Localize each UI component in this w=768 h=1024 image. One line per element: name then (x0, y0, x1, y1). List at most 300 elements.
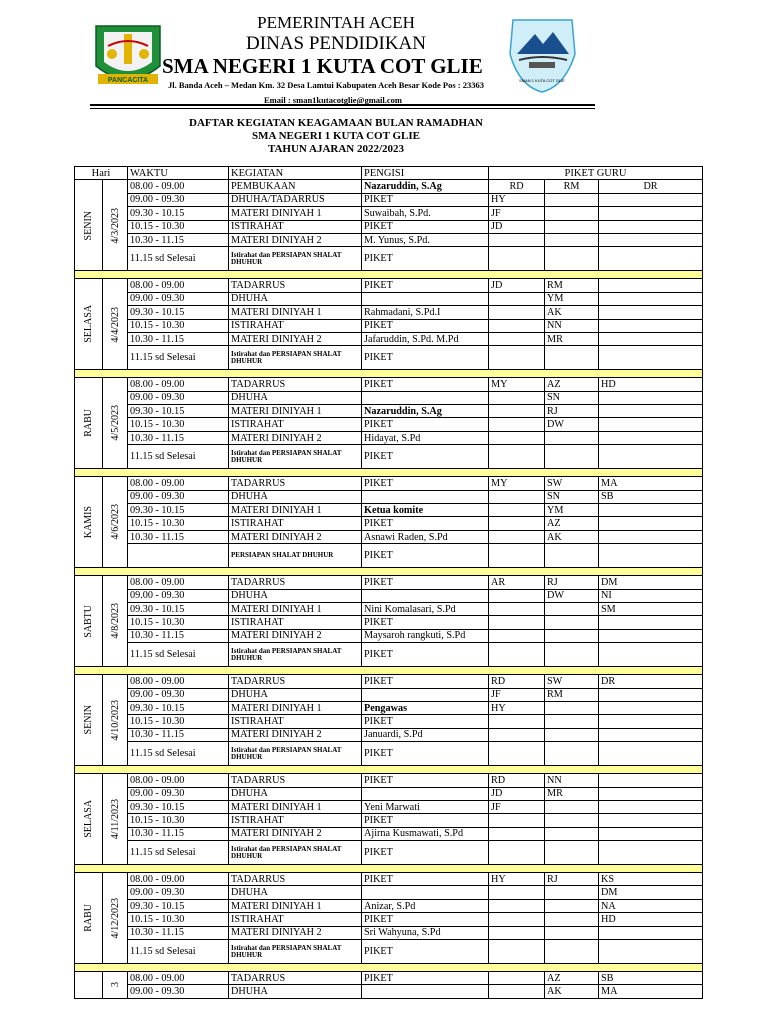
kegiatan-cell: ISTIRAHAT (229, 418, 362, 431)
piket-cell (545, 886, 599, 899)
piket-cell (545, 899, 599, 912)
piket-cell (599, 701, 703, 714)
piket-cell (489, 431, 545, 444)
pengisi-cell: PIKET (362, 193, 489, 206)
waktu-cell: 08.00 - 09.00 (128, 477, 229, 490)
piket-cell (545, 431, 599, 444)
table-row (75, 306, 703, 319)
table-row (75, 418, 703, 431)
piket-cell (489, 418, 545, 431)
kegiatan-cell (229, 643, 362, 667)
waktu-cell: 08.00 - 09.00 (128, 279, 229, 292)
piket-cell: YM (545, 292, 599, 305)
col-header-waktu: WAKTU (128, 167, 229, 180)
waktu-cell: 10.15 - 10.30 (128, 319, 229, 332)
kegiatan-cell: MATERI DINIYAH 2 (229, 530, 362, 543)
piket-cell (489, 332, 545, 345)
piket-cell: KS (599, 873, 703, 886)
piket-cell (545, 800, 599, 813)
piket-cell (545, 926, 599, 939)
piket-cell (489, 899, 545, 912)
piket-cell (545, 207, 599, 220)
piket-cell: MA (599, 985, 703, 998)
table-row (75, 940, 703, 964)
table-row (75, 391, 703, 404)
piket-cell: SB (599, 490, 703, 503)
schedule-body (75, 180, 703, 998)
piket-cell (599, 688, 703, 701)
piket-cell (599, 319, 703, 332)
table-row (75, 445, 703, 469)
piket-cell (545, 247, 599, 271)
table-row (75, 576, 703, 589)
piket-cell (489, 972, 545, 985)
waktu-cell (128, 544, 229, 568)
table-row (75, 544, 703, 568)
piket-cell (599, 279, 703, 292)
pengisi-cell: PIKET (362, 378, 489, 391)
piket-cell (599, 207, 703, 220)
piket-cell (489, 319, 545, 332)
piket-cell (599, 346, 703, 370)
pengisi-cell: Yeni Marwati (362, 800, 489, 813)
piket-cell (599, 940, 703, 964)
piket-cell (489, 504, 545, 517)
piket-cell: RJ (545, 405, 599, 418)
kegiatan-cell: DHUHA (229, 688, 362, 701)
kegiatan-cell: DHUHA/TADARRUS (229, 193, 362, 206)
waktu-cell: 10.15 - 10.30 (128, 715, 229, 728)
day-date: 3 (109, 982, 121, 988)
piket-cell (545, 220, 599, 233)
pengisi-cell: PIKET (362, 774, 489, 787)
waktu-cell: 11.15 sd Selesai (128, 940, 229, 964)
piket-cell: AK (545, 985, 599, 998)
table-row (75, 841, 703, 865)
pengisi-cell: PIKET (362, 418, 489, 431)
kegiatan-cell: MATERI DINIYAH 2 (229, 431, 362, 444)
date-cell (103, 873, 128, 964)
document-subtitle-year: TAHUN AJARAN 2022/2023 (267, 143, 405, 155)
day-separator (75, 370, 703, 378)
piket-cell (599, 728, 703, 741)
piket-cell (545, 629, 599, 642)
table-row (75, 899, 703, 912)
piket-cell (599, 926, 703, 939)
piket-cell (489, 985, 545, 998)
pengisi-cell: Ketua komite (362, 504, 489, 517)
col-header-kegiatan: KEGIATAN (229, 167, 362, 180)
table-row (75, 292, 703, 305)
table-row (75, 688, 703, 701)
waktu-cell: 10.30 - 11.15 (128, 827, 229, 840)
piket-cell (599, 841, 703, 865)
day-cell (75, 180, 103, 271)
pengisi-cell: PIKET (362, 913, 489, 926)
kegiatan-cell: DHUHA (229, 589, 362, 602)
waktu-cell: 09.30 - 10.15 (128, 306, 229, 319)
table-row (75, 715, 703, 728)
day-date: 4/5/2023 (109, 405, 121, 442)
piket-cell: MA (599, 477, 703, 490)
day-date: 4/6/2023 (109, 504, 121, 540)
pengisi-cell: Sri Wahyuna, S.Pd (362, 926, 489, 939)
document-subtitle-school: SMA NEGERI 1 KUTA COT GLIE (252, 130, 420, 142)
piket-cell: SW (545, 675, 599, 688)
waktu-cell: 11.15 sd Selesai (128, 643, 229, 667)
waktu-cell: 11.15 sd Selesai (128, 247, 229, 271)
pengisi-cell: PIKET (362, 477, 489, 490)
waktu-cell: 09.00 - 09.30 (128, 193, 229, 206)
kegiatan-text: Istirahat dan PERSIAPAN SHALAT DHUHUR (231, 844, 342, 860)
pengisi-cell: Ajirna Kusmawati, S.Pd (362, 827, 489, 840)
piket-cell: SN (545, 490, 599, 503)
day-name: SENIN (83, 705, 94, 735)
waktu-cell: 11.15 sd Selesai (128, 346, 229, 370)
piket-cell (545, 193, 599, 206)
piket-cell (489, 629, 545, 642)
kegiatan-cell (229, 940, 362, 964)
table-row (75, 616, 703, 629)
waktu-cell: 11.15 sd Selesai (128, 445, 229, 469)
pengisi-cell: PIKET (362, 279, 489, 292)
piket-cell: HD (599, 913, 703, 926)
waktu-cell: 10.30 - 11.15 (128, 629, 229, 642)
pengisi-cell (362, 886, 489, 899)
piket-cell (599, 391, 703, 404)
piket-cell (489, 643, 545, 667)
piket-code-header-rm: RM (545, 180, 599, 193)
pengisi-cell: PIKET (362, 220, 489, 233)
table-row (75, 332, 703, 345)
table-row (75, 985, 703, 998)
separator-cell (75, 271, 703, 279)
piket-cell (545, 602, 599, 615)
piket-cell (489, 292, 545, 305)
kegiatan-cell: MATERI DINIYAH 2 (229, 233, 362, 246)
piket-code-header-rd: RD (489, 180, 545, 193)
day-name: KAMIS (83, 506, 94, 539)
kegiatan-cell: TADARRUS (229, 279, 362, 292)
kegiatan-cell: MATERI DINIYAH 2 (229, 332, 362, 345)
waktu-cell: 08.00 - 09.00 (128, 180, 229, 193)
day-name: SELASA (83, 305, 94, 344)
table-row (75, 589, 703, 602)
table-row (75, 193, 703, 206)
piket-cell: RM (545, 279, 599, 292)
pengisi-cell: PIKET (362, 675, 489, 688)
waktu-cell: 11.15 sd Selesai (128, 742, 229, 766)
kegiatan-text: Istirahat dan PERSIAPAN SHALAT DHUHUR (231, 448, 342, 464)
piket-cell: AZ (545, 972, 599, 985)
piket-cell (599, 742, 703, 766)
table-row (75, 827, 703, 840)
piket-cell: NI (599, 589, 703, 602)
separator-cell (75, 568, 703, 576)
piket-cell (489, 517, 545, 530)
kegiatan-cell: MATERI DINIYAH 2 (229, 629, 362, 642)
piket-cell (599, 431, 703, 444)
pengisi-cell: PIKET (362, 247, 489, 271)
piket-cell: MR (545, 787, 599, 800)
pengisi-cell: M. Yunus, S.Pd. (362, 233, 489, 246)
piket-cell: AZ (545, 378, 599, 391)
waktu-cell: 09.00 - 09.30 (128, 589, 229, 602)
piket-cell: MR (545, 332, 599, 345)
kegiatan-cell: TADARRUS (229, 774, 362, 787)
pengisi-cell (362, 589, 489, 602)
pengisi-cell: PIKET (362, 319, 489, 332)
piket-cell: AZ (545, 517, 599, 530)
kegiatan-cell (229, 742, 362, 766)
kegiatan-cell: DHUHA (229, 391, 362, 404)
col-header-piket: PIKET GURU (489, 167, 703, 180)
kegiatan-text: Istirahat dan PERSIAPAN SHALAT DHUHUR (231, 349, 342, 365)
piket-cell: MY (489, 378, 545, 391)
separator-cell (75, 469, 703, 477)
day-date: 4/4/2023 (109, 306, 121, 343)
piket-cell (545, 233, 599, 246)
piket-cell: HY (489, 701, 545, 714)
pengisi-cell: PIKET (362, 544, 489, 568)
piket-cell: MY (489, 477, 545, 490)
kegiatan-cell (229, 445, 362, 469)
kegiatan-cell: MATERI DINIYAH 1 (229, 800, 362, 813)
kegiatan-cell: MATERI DINIYAH 1 (229, 602, 362, 615)
table-row (75, 800, 703, 813)
kegiatan-cell: ISTIRAHAT (229, 220, 362, 233)
piket-cell (489, 306, 545, 319)
waktu-cell: 08.00 - 09.00 (128, 873, 229, 886)
day-name: SELASA (83, 800, 94, 838)
piket-cell (599, 715, 703, 728)
piket-cell (545, 346, 599, 370)
table-row (75, 220, 703, 233)
piket-cell (545, 814, 599, 827)
emblem-label: PANCACITA (107, 77, 149, 84)
table-row (75, 774, 703, 787)
piket-cell (489, 728, 545, 741)
date-cell (103, 774, 128, 865)
piket-cell (545, 701, 599, 714)
waktu-cell: 09.30 - 10.15 (128, 602, 229, 615)
pengisi-cell: PIKET (362, 814, 489, 827)
piket-cell (545, 940, 599, 964)
piket-cell: JF (489, 800, 545, 813)
kegiatan-cell (229, 841, 362, 865)
waktu-cell: 09.00 - 09.30 (128, 688, 229, 701)
waktu-cell: 10.15 - 10.30 (128, 418, 229, 431)
piket-cell: YM (545, 504, 599, 517)
kegiatan-cell: ISTIRAHAT (229, 913, 362, 926)
waktu-cell: 08.00 - 09.00 (128, 972, 229, 985)
waktu-cell: 09.00 - 09.30 (128, 985, 229, 998)
kegiatan-cell: DHUHA (229, 886, 362, 899)
day-cell (75, 972, 103, 999)
piket-cell: HY (489, 193, 545, 206)
piket-cell (599, 247, 703, 271)
pengisi-cell: Nini Komalasari, S.Pd (362, 602, 489, 615)
kegiatan-cell (229, 247, 362, 271)
piket-cell: DW (545, 418, 599, 431)
kegiatan-cell (229, 544, 362, 568)
waktu-cell: 10.15 - 10.30 (128, 814, 229, 827)
waktu-cell: 08.00 - 09.00 (128, 774, 229, 787)
piket-cell (545, 827, 599, 840)
piket-cell (545, 643, 599, 667)
piket-cell (545, 445, 599, 469)
table-row (75, 233, 703, 246)
piket-cell (599, 418, 703, 431)
kegiatan-text: Istirahat dan PERSIAPAN SHALAT DHUHUR (231, 646, 342, 662)
day-separator (75, 271, 703, 279)
piket-cell (489, 940, 545, 964)
kegiatan-cell: ISTIRAHAT (229, 715, 362, 728)
piket-cell (489, 405, 545, 418)
piket-cell (599, 616, 703, 629)
kegiatan-cell: ISTIRAHAT (229, 616, 362, 629)
piket-cell: JF (489, 207, 545, 220)
day-cell (75, 774, 103, 865)
kegiatan-cell: MATERI DINIYAH 2 (229, 926, 362, 939)
kegiatan-cell: TADARRUS (229, 477, 362, 490)
waktu-cell: 10.30 - 11.15 (128, 233, 229, 246)
table-row (75, 675, 703, 688)
piket-cell: AR (489, 576, 545, 589)
letterhead-school-name: SMA NEGERI 1 KUTA COT GLIE (162, 54, 483, 78)
piket-cell: NA (599, 899, 703, 912)
piket-cell (489, 886, 545, 899)
day-date: 4/11/2023 (109, 798, 121, 840)
piket-cell: HD (599, 378, 703, 391)
kegiatan-cell: ISTIRAHAT (229, 517, 362, 530)
kegiatan-cell: DHUHA (229, 292, 362, 305)
pengisi-cell: Nazaruddin, S.Ag (362, 180, 489, 193)
piket-cell (599, 530, 703, 543)
waktu-cell: 09.00 - 09.30 (128, 391, 229, 404)
kegiatan-cell: TADARRUS (229, 972, 362, 985)
piket-cell (599, 504, 703, 517)
piket-cell (489, 490, 545, 503)
table-row (75, 629, 703, 642)
school-logo-label: SMAN 1 KUTA COT GLIE (519, 78, 565, 83)
piket-cell (489, 445, 545, 469)
waktu-cell: 10.30 - 11.15 (128, 926, 229, 939)
col-header-pengisi: PENGISI (362, 167, 489, 180)
waktu-cell: 09.00 - 09.30 (128, 886, 229, 899)
kegiatan-text: Istirahat dan PERSIAPAN SHALAT DHUHUR (231, 250, 342, 266)
kegiatan-cell: DHUHA (229, 490, 362, 503)
schedule-table (74, 166, 703, 999)
piket-cell (489, 233, 545, 246)
pengisi-cell (362, 787, 489, 800)
letterhead-rule (90, 104, 595, 106)
kegiatan-cell: MATERI DINIYAH 2 (229, 827, 362, 840)
day-separator (75, 469, 703, 477)
piket-cell (599, 332, 703, 345)
day-separator (75, 964, 703, 972)
day-name: SENIN (83, 210, 94, 241)
letterhead-rule-thin (90, 108, 595, 109)
day-date: 4/12/2023 (109, 897, 121, 939)
day-name: RABU (83, 409, 94, 438)
table-row (75, 742, 703, 766)
waktu-cell: 10.30 - 11.15 (128, 332, 229, 345)
piket-cell (599, 445, 703, 469)
piket-cell (545, 913, 599, 926)
pengisi-cell: PIKET (362, 742, 489, 766)
waktu-cell: 10.15 - 10.30 (128, 616, 229, 629)
kegiatan-cell: MATERI DINIYAH 1 (229, 405, 362, 418)
piket-cell: JF (489, 688, 545, 701)
day-separator (75, 568, 703, 576)
kegiatan-cell: TADARRUS (229, 576, 362, 589)
pengisi-cell: Hidayat, S.Pd (362, 431, 489, 444)
waktu-cell: 08.00 - 09.00 (128, 675, 229, 688)
piket-cell: JD (489, 220, 545, 233)
piket-cell (599, 643, 703, 667)
table-row (75, 530, 703, 543)
letterhead-line2: DINAS PENDIDIKAN (246, 33, 426, 54)
pengisi-cell: PIKET (362, 346, 489, 370)
table-row (75, 490, 703, 503)
piket-cell (599, 544, 703, 568)
school-logo-icon (505, 14, 580, 94)
piket-cell: SM (599, 602, 703, 615)
waktu-cell: 10.15 - 10.30 (128, 220, 229, 233)
day-date: 4/10/2023 (109, 699, 121, 741)
waktu-cell: 09.00 - 09.30 (128, 292, 229, 305)
date-cell (103, 972, 128, 999)
pengisi-cell: PIKET (362, 873, 489, 886)
waktu-cell: 09.00 - 09.30 (128, 787, 229, 800)
piket-cell (489, 827, 545, 840)
kegiatan-cell (229, 346, 362, 370)
kegiatan-cell: MATERI DINIYAH 1 (229, 701, 362, 714)
date-cell (103, 576, 128, 667)
piket-cell: NN (545, 774, 599, 787)
kegiatan-cell: MATERI DINIYAH 2 (229, 728, 362, 741)
kegiatan-cell: TADARRUS (229, 378, 362, 391)
piket-cell (599, 800, 703, 813)
day-cell (75, 576, 103, 667)
piket-cell (545, 544, 599, 568)
kegiatan-text: Istirahat dan PERSIAPAN SHALAT DHUHUR (231, 943, 342, 959)
piket-cell (489, 926, 545, 939)
piket-cell: RD (489, 774, 545, 787)
pengisi-cell: Januardi, S.Pd (362, 728, 489, 741)
table-row (75, 701, 703, 714)
pengisi-cell (362, 985, 489, 998)
pengisi-cell: PIKET (362, 972, 489, 985)
letterhead-line1: PEMERINTAH ACEH (257, 13, 415, 32)
piket-cell (545, 841, 599, 865)
pengisi-cell: Anizar, S.Pd (362, 899, 489, 912)
piket-cell (489, 715, 545, 728)
piket-cell: AK (545, 530, 599, 543)
pengisi-cell: Jafaruddin, S.Pd. M.Pd (362, 332, 489, 345)
waktu-cell: 10.30 - 11.15 (128, 530, 229, 543)
pengisi-cell (362, 688, 489, 701)
kegiatan-text: Istirahat dan PERSIAPAN SHALAT DHUHUR (231, 745, 342, 761)
piket-cell (599, 193, 703, 206)
piket-cell (545, 616, 599, 629)
table-row (75, 378, 703, 391)
piket-cell: JD (489, 787, 545, 800)
piket-cell (545, 715, 599, 728)
waktu-cell: 11.15 sd Selesai (128, 841, 229, 865)
pengisi-cell: Asnawi Raden, S.Pd (362, 530, 489, 543)
